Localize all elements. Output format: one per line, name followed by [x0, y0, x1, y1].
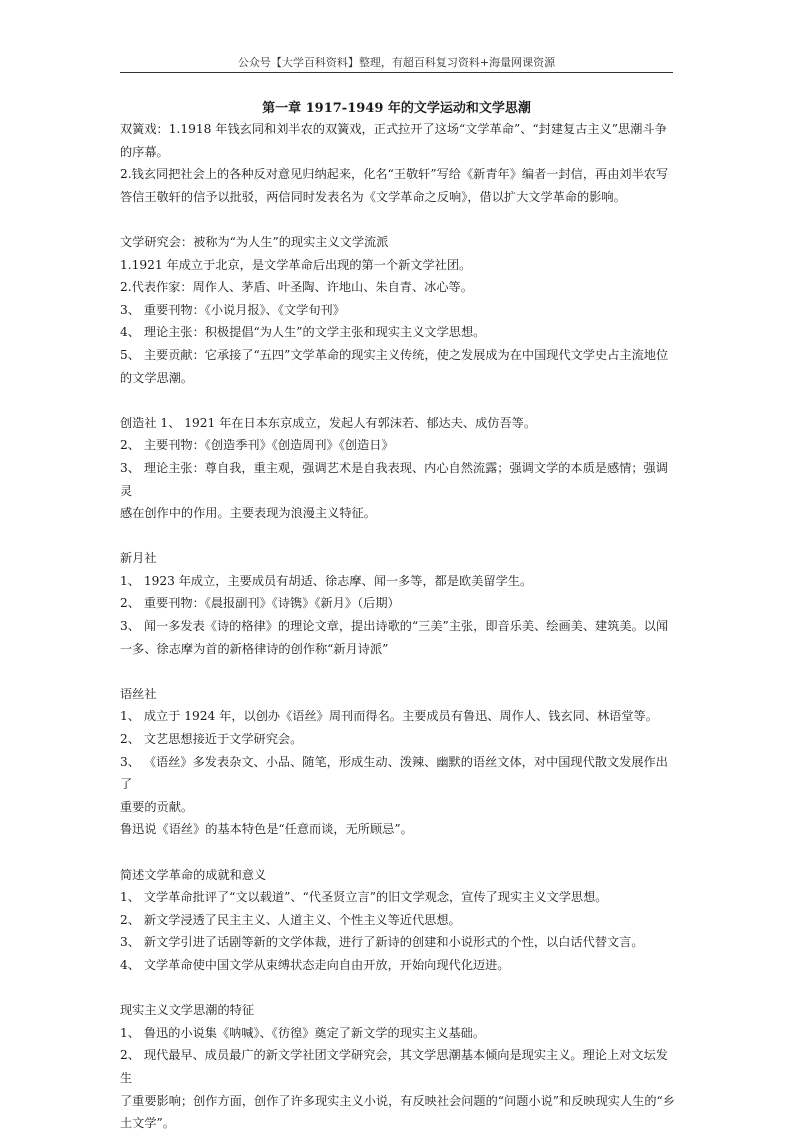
- text-line: 3、 理论主张：尊自我，重主观，强调艺术是自我表现、内心自然流露；强调文学的本质是感情；强调灵: [120, 460, 668, 498]
- paragraph-gap: [120, 660, 675, 683]
- text-line: 一多、徐志摩为首的新格律诗的创作称“新月诗派”: [120, 641, 389, 656]
- text-line: 土文学”。: [120, 1116, 175, 1131]
- text-line: 2、 主要刊物：《创造季刊》《创造周刊》《创造日》: [120, 438, 394, 453]
- text-line: 4、 理论主张：积极提倡“为人生”的文学主张和现实主义文学思想。: [120, 325, 486, 340]
- text-line: 新月社: [120, 551, 157, 566]
- text-line: 2、 文艺思想接近于文学研究会。: [120, 732, 303, 747]
- text-line: 3、 《语丝》多发表杂文、小品、随笔，形成生动、泼辣、幽默的语丝文体，对中国现代散文发展作出了: [120, 754, 668, 792]
- text-line: 语丝社: [120, 686, 157, 701]
- text-line: 1.1921 年成立于北京，是文学革命后出现的第一个新文学社团。: [120, 257, 472, 272]
- paragraph-gap: [120, 208, 675, 231]
- text-line: 2、 重要刊物：《晨报副刊》《诗镌》《新月》（后期）: [120, 596, 400, 611]
- text-line: 重要的贡献。: [120, 799, 194, 814]
- text-line: 5、 主要贡献：它承接了“五四”文学革命的现实主义传统，使之发展成为在中国现代文学史占主流地位: [120, 347, 669, 362]
- text-line: 创造社 1、 1921 年在日本东京成立，发起人有郭沫若、郁达夫、成仿吾等。: [120, 415, 537, 430]
- text-line: 文学研究会：被称为“为人生”的现实主义文学流派: [120, 234, 389, 249]
- text-line: 2.钱玄同把社会上的各种反对意见归纳起来，化名“王敬轩”写给《新青年》编者一封信，再由刘半农写: [120, 167, 669, 182]
- chapter-title: 第一章 1917-1949 年的文学运动和文学思潮: [262, 101, 531, 116]
- text-line: 4、 文学革命使中国文学从束缚状态走向自由开放，开始向现代化迈进。: [120, 957, 510, 972]
- text-line: 双簧戏：1.1918 年钱玄同和刘半农的双簧戏，正式拉开了这场“文学革命”、“封建复古主义”思潮斗争: [120, 122, 667, 136]
- text-line: 1、 1923 年成立，主要成员有胡适、徐志摩、闻一多等，都是欧美留学生。: [120, 573, 533, 588]
- paragraph-gap: [120, 977, 675, 1000]
- page-header: 公众号【大学百科资料】整理，有超百科复习资料+海量网课资源: [237, 56, 556, 69]
- text-line: 2.代表作家：周作人、茅盾、叶圣陶、许地山、朱自青、冰心等。: [120, 280, 473, 295]
- paragraph-gap: [120, 525, 675, 548]
- text-line: 1、 文学革命批评了“文以载道”、“代圣贤立言”的旧文学观念，宣传了现实主义文学思想。: [120, 890, 608, 905]
- text-line: 的文学思潮。: [120, 370, 194, 385]
- text-line: 1、 鲁迅的小说集《呐喊》、《彷徨》奠定了新文学的现实主义基础。: [120, 1025, 486, 1040]
- header-divider: [120, 72, 673, 73]
- text-line: 3、 闻一多发表《诗的格律》的理论文章，提出诗歌的“三美”主张，即音乐美、绘画美、建筑美。以闻: [120, 619, 669, 634]
- text-line: 的序幕。: [120, 144, 169, 159]
- text-line: 感在创作中的作用。主要表现为浪漫主义特征。: [120, 506, 376, 521]
- text-line: 1、 成立于 1924 年，以创办《语丝》周刊而得名。主要成员有鲁迅、周作人、钱玄同、林语堂等。: [120, 709, 658, 724]
- text-line: 现实主义文学思潮的特征: [120, 1003, 255, 1018]
- document-body: [120, 118, 675, 1135]
- text-line: 3、 新文学引进了话剧等新的文学体裁，进行了新诗的创建和小说形式的个性，以白话代替文言。: [120, 935, 644, 950]
- paragraph-gap: [120, 389, 675, 412]
- text-line: 2、 新文学浸透了民主主义、人道主义、个性主义等近代思想。: [120, 912, 461, 927]
- paragraph-gap: [120, 841, 675, 864]
- text-line: 了重要影响；创作方面，创作了许多现实主义小说，有反映社会问题的“问题小说”和反映现实人生的“乡: [120, 1093, 675, 1108]
- text-line: 鲁迅说《语丝》的基本特色是“任意而谈，无所顾忌”。: [120, 822, 413, 837]
- text-line: 答信王敬轩的信予以批驳，两信同时发表名为《文学革命之反响》，借以扩大文学革命的影响。: [120, 189, 626, 204]
- text-line: 3、 重要刊物：《小说月报》、《文学旬刊》: [120, 302, 345, 317]
- text-line: 简述文学革命的成就和意义: [120, 867, 267, 882]
- text-line: 2、 现代最早、成员最广的新文学社团文学研究会，其文学思潮基本倾向是现实主义。理论上对文坛发生: [120, 1048, 668, 1085]
